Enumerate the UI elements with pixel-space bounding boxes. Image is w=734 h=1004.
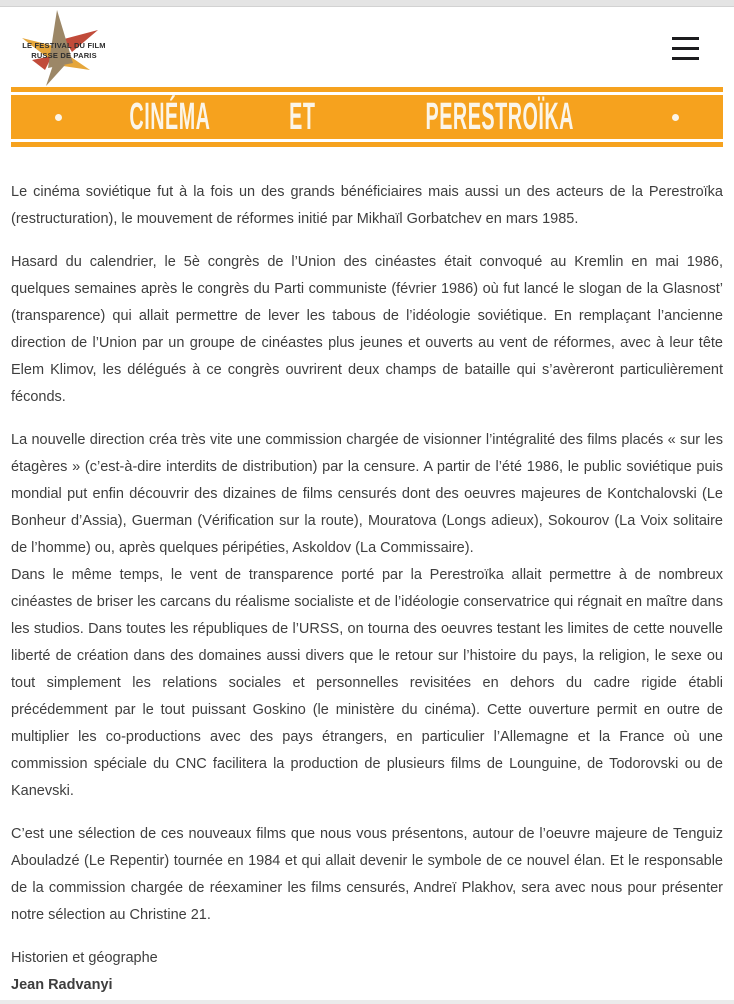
site-header [0,7,734,87]
page-title [11,95,723,139]
menu-hamburger-icon[interactable] [672,37,699,60]
title-word: PERESTROÏKA [425,96,574,138]
hamburger-bar [672,47,699,50]
paragraph-transparence: Dans le même temps, le vent de transparence porté par la Perestroïka allait permettre à de nombreux cinéastes de briser les carcans du réalisme socialiste et de l’idéologie conservatrice qui régnait en maître dans les studios. Dans toutes les républiques de l’URSS, on tourna des oeuvres testant les limites de cette nouvelle liberté de création dans des domaines aussi divers que le retour sur l’histoire du pays, la religion, le sexe ou tout simplement les relations sociales et personnelles revisitées en dehors du cadre rigide établi précédemment par le tout puissant Goskino (le ministère du cinéma). Cette ouverture permit en outre de multiplier les co-productions avec des pays étrangers, en particulier l’Allemagne et la France où une commission spéciale du CNC facilitera la production de plusieurs films de Lounguine, de Todorovski ou de Kanevski. [11,567,723,799]
author-signature [11,945,723,999]
title-separator-dot [55,114,62,121]
author-role: Historien et géographe [11,950,158,966]
article-body [0,147,734,999]
title-banner [11,87,723,147]
logo-text-line2: RUSSE DE PARIS [31,51,97,60]
top-strip [0,0,734,7]
paragraph-commission: La nouvelle direction créa très vite une commission chargée de visionner l’intégralité des films placés « sur les étagères » (c’est-à-dire interdits de distribution) par la censure. A partir de l’été 1986, le public soviétique puis mondial put enfin découvrir des dizaines de films censurés dont des oeuvres majeures de Kontchalovski (Le Bonheur d’Assia), Guerman (Vérification sur la route), Mouratova (Longs adieux), Sokourov (La Voix solitaire de l’homme) ou, après quelques péripéties, Askoldov (La Commissaire). [11,432,723,556]
hamburger-bar [672,37,699,40]
author-name: Jean Radvanyi [11,977,113,993]
logo-text [20,41,108,61]
title-separator-dot [672,114,679,121]
bottom-strip [0,1000,734,1004]
paragraph-selection: C’est une sélection de ces nouveaux films que nous vous présentons, autour de l’oeuvre majeure de Tenguiz Abouladzé (Le Repentir) tournée en 1984 et qui allait devenir le symbole de ce nouvel élan. Et le responsable de la commission chargée de réexaminer les films censurés, Andreï Plakhov, sera avec nous pour présenter notre sélection au Christine 21. [11,826,723,923]
title-word: ET [289,96,316,138]
paragraph-intro: Le cinéma soviétique fut à la fois un des grands bénéficiaires mais aussi un des acteurs de la Perestroïka (restructuration), le mouvement de réformes initié par Mikhaïl Gorbatchev en mars 1985. [11,184,723,227]
logo-text-line1: LE FESTIVAL DU FILM [22,41,106,50]
title-word: CINÉMA [128,96,210,138]
paragraph-congress: Hasard du calendrier, le 5è congrès de l’Union des cinéastes était convoqué au Kremlin en mai 1986, quelques semaines après le congrès du Parti communiste (février 1986) où fut lancé le slogan de la Glasnost’ (transparence) qui allait permettre de lever les tabous de l’idéologie soviétique. En remplaçant l’ancienne direction de l’Union par un groupe de cinéastes plus jeunes et ouverts au vent de réformes, avec à leur tête Elem Klimov, les délégués à ce congrès ouvrirent deux champs de bataille qui s’avèreront particulièrement féconds. [11,254,723,405]
hamburger-bar [672,57,699,60]
festival-logo[interactable] [20,10,108,86]
